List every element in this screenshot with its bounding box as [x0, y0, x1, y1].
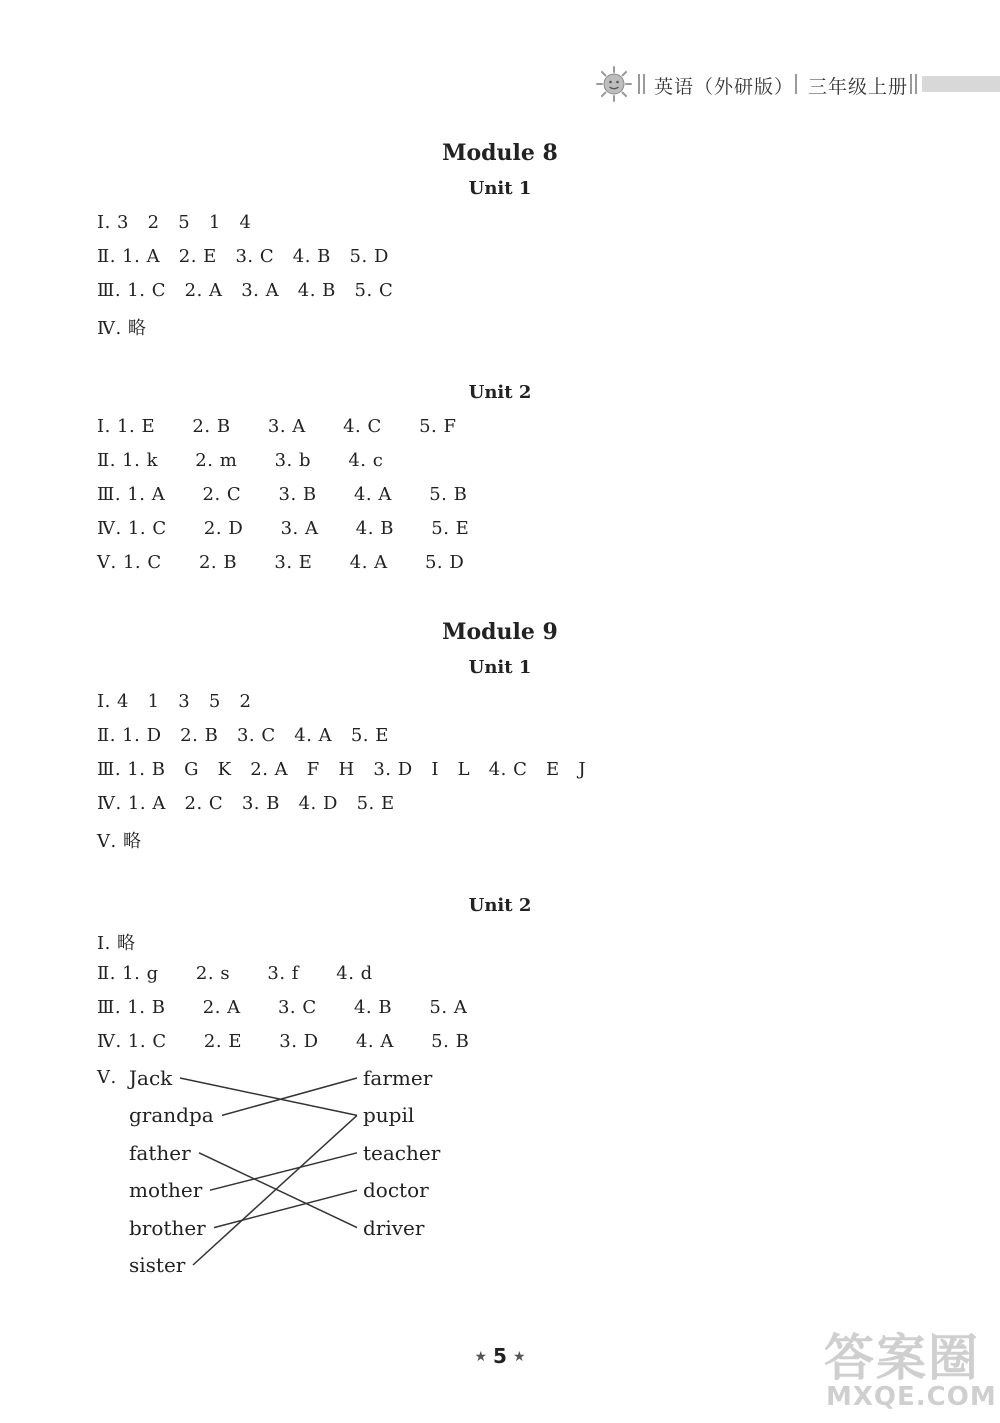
match-right-word: teacher: [363, 1140, 441, 1165]
match-right-word: driver: [363, 1215, 425, 1240]
match-connector: [193, 1115, 357, 1265]
matching-label: Ⅴ.: [97, 1067, 117, 1088]
answer-line: Ⅱ. 1. k 2. m 3. b 4. c: [97, 450, 384, 471]
match-right-word: pupil: [363, 1103, 415, 1128]
book-title: 英语（外研版）: [654, 76, 795, 98]
match-connector: [210, 1153, 357, 1190]
module-9-unit-1-title: Unit 1: [468, 657, 532, 678]
match-left-word: grandpa: [129, 1103, 214, 1128]
match-left-word: father: [129, 1140, 191, 1165]
match-connector: [199, 1153, 357, 1228]
answer-line: Ⅳ. 1. A 2. C 3. B 4. D 5. E: [97, 793, 395, 814]
answer-line: Ⅰ. 3 2 5 1 4: [97, 212, 252, 233]
answer-line: Ⅱ. 1. D 2. B 3. C 4. A 5. E: [97, 725, 389, 746]
answer-line: Ⅱ. 1. A 2. E 3. C 4. B 5. D: [97, 246, 389, 267]
match-connector: [222, 1078, 357, 1115]
answer-line: Ⅱ. 1. g 2. s 3. f 4. d: [97, 963, 373, 984]
watermark-logo: [820, 1318, 996, 1418]
answer-line: Ⅲ. 1. B G K 2. A F H 3. D I L 4. C E J: [97, 759, 587, 780]
module-8-title: Module 8: [442, 140, 558, 166]
module-8-unit-1-title: Unit 1: [468, 178, 532, 199]
match-right-word: doctor: [363, 1178, 429, 1203]
answer-line: Ⅲ. 1. A 2. C 3. B 4. A 5. B: [97, 484, 468, 505]
star-icon: ★: [512, 1349, 526, 1365]
module-9-title: Module 9: [442, 619, 558, 645]
match-left-word: Jack: [129, 1066, 173, 1090]
match-left-word: brother: [129, 1215, 206, 1240]
match-connector: [214, 1190, 357, 1227]
answer-line: Ⅲ. 1. B 2. A 3. C 4. B 5. A: [97, 997, 468, 1018]
match-left-word: sister: [129, 1253, 186, 1277]
watermark-text: 答案圈: [824, 1329, 980, 1387]
answer-line: Ⅳ. 1. C 2. D 3. A 4. B 5. E: [97, 518, 470, 539]
watermark-url: MXQE.COM: [826, 1382, 997, 1412]
module-9-unit-2-title: Unit 2: [468, 895, 532, 916]
book-grade: 三年级上册: [808, 76, 909, 98]
answer-line: Ⅰ. 4 1 3 5 2: [97, 691, 252, 712]
star-icon: ★: [474, 1349, 488, 1365]
answer-line: Ⅴ. 1. C 2. B 3. E 4. A 5. D: [97, 552, 465, 573]
match-right-word: farmer: [363, 1066, 433, 1090]
answer-line: Ⅴ. 略: [97, 831, 142, 852]
answer-line: Ⅳ. 1. C 2. E 3. D 4. A 5. B: [97, 1031, 470, 1052]
answer-line: Ⅰ. 1. E 2. B 3. A 4. C 5. F: [97, 416, 457, 437]
answer-line: Ⅲ. 1. C 2. A 3. A 4. B 5. C: [97, 280, 394, 301]
module-8-unit-2-title: Unit 2: [468, 382, 532, 403]
page-number: 5: [493, 1344, 507, 1368]
answer-line: Ⅳ. 略: [97, 318, 147, 339]
match-left-word: mother: [129, 1178, 203, 1203]
answer-line: Ⅰ. 略: [97, 933, 136, 954]
